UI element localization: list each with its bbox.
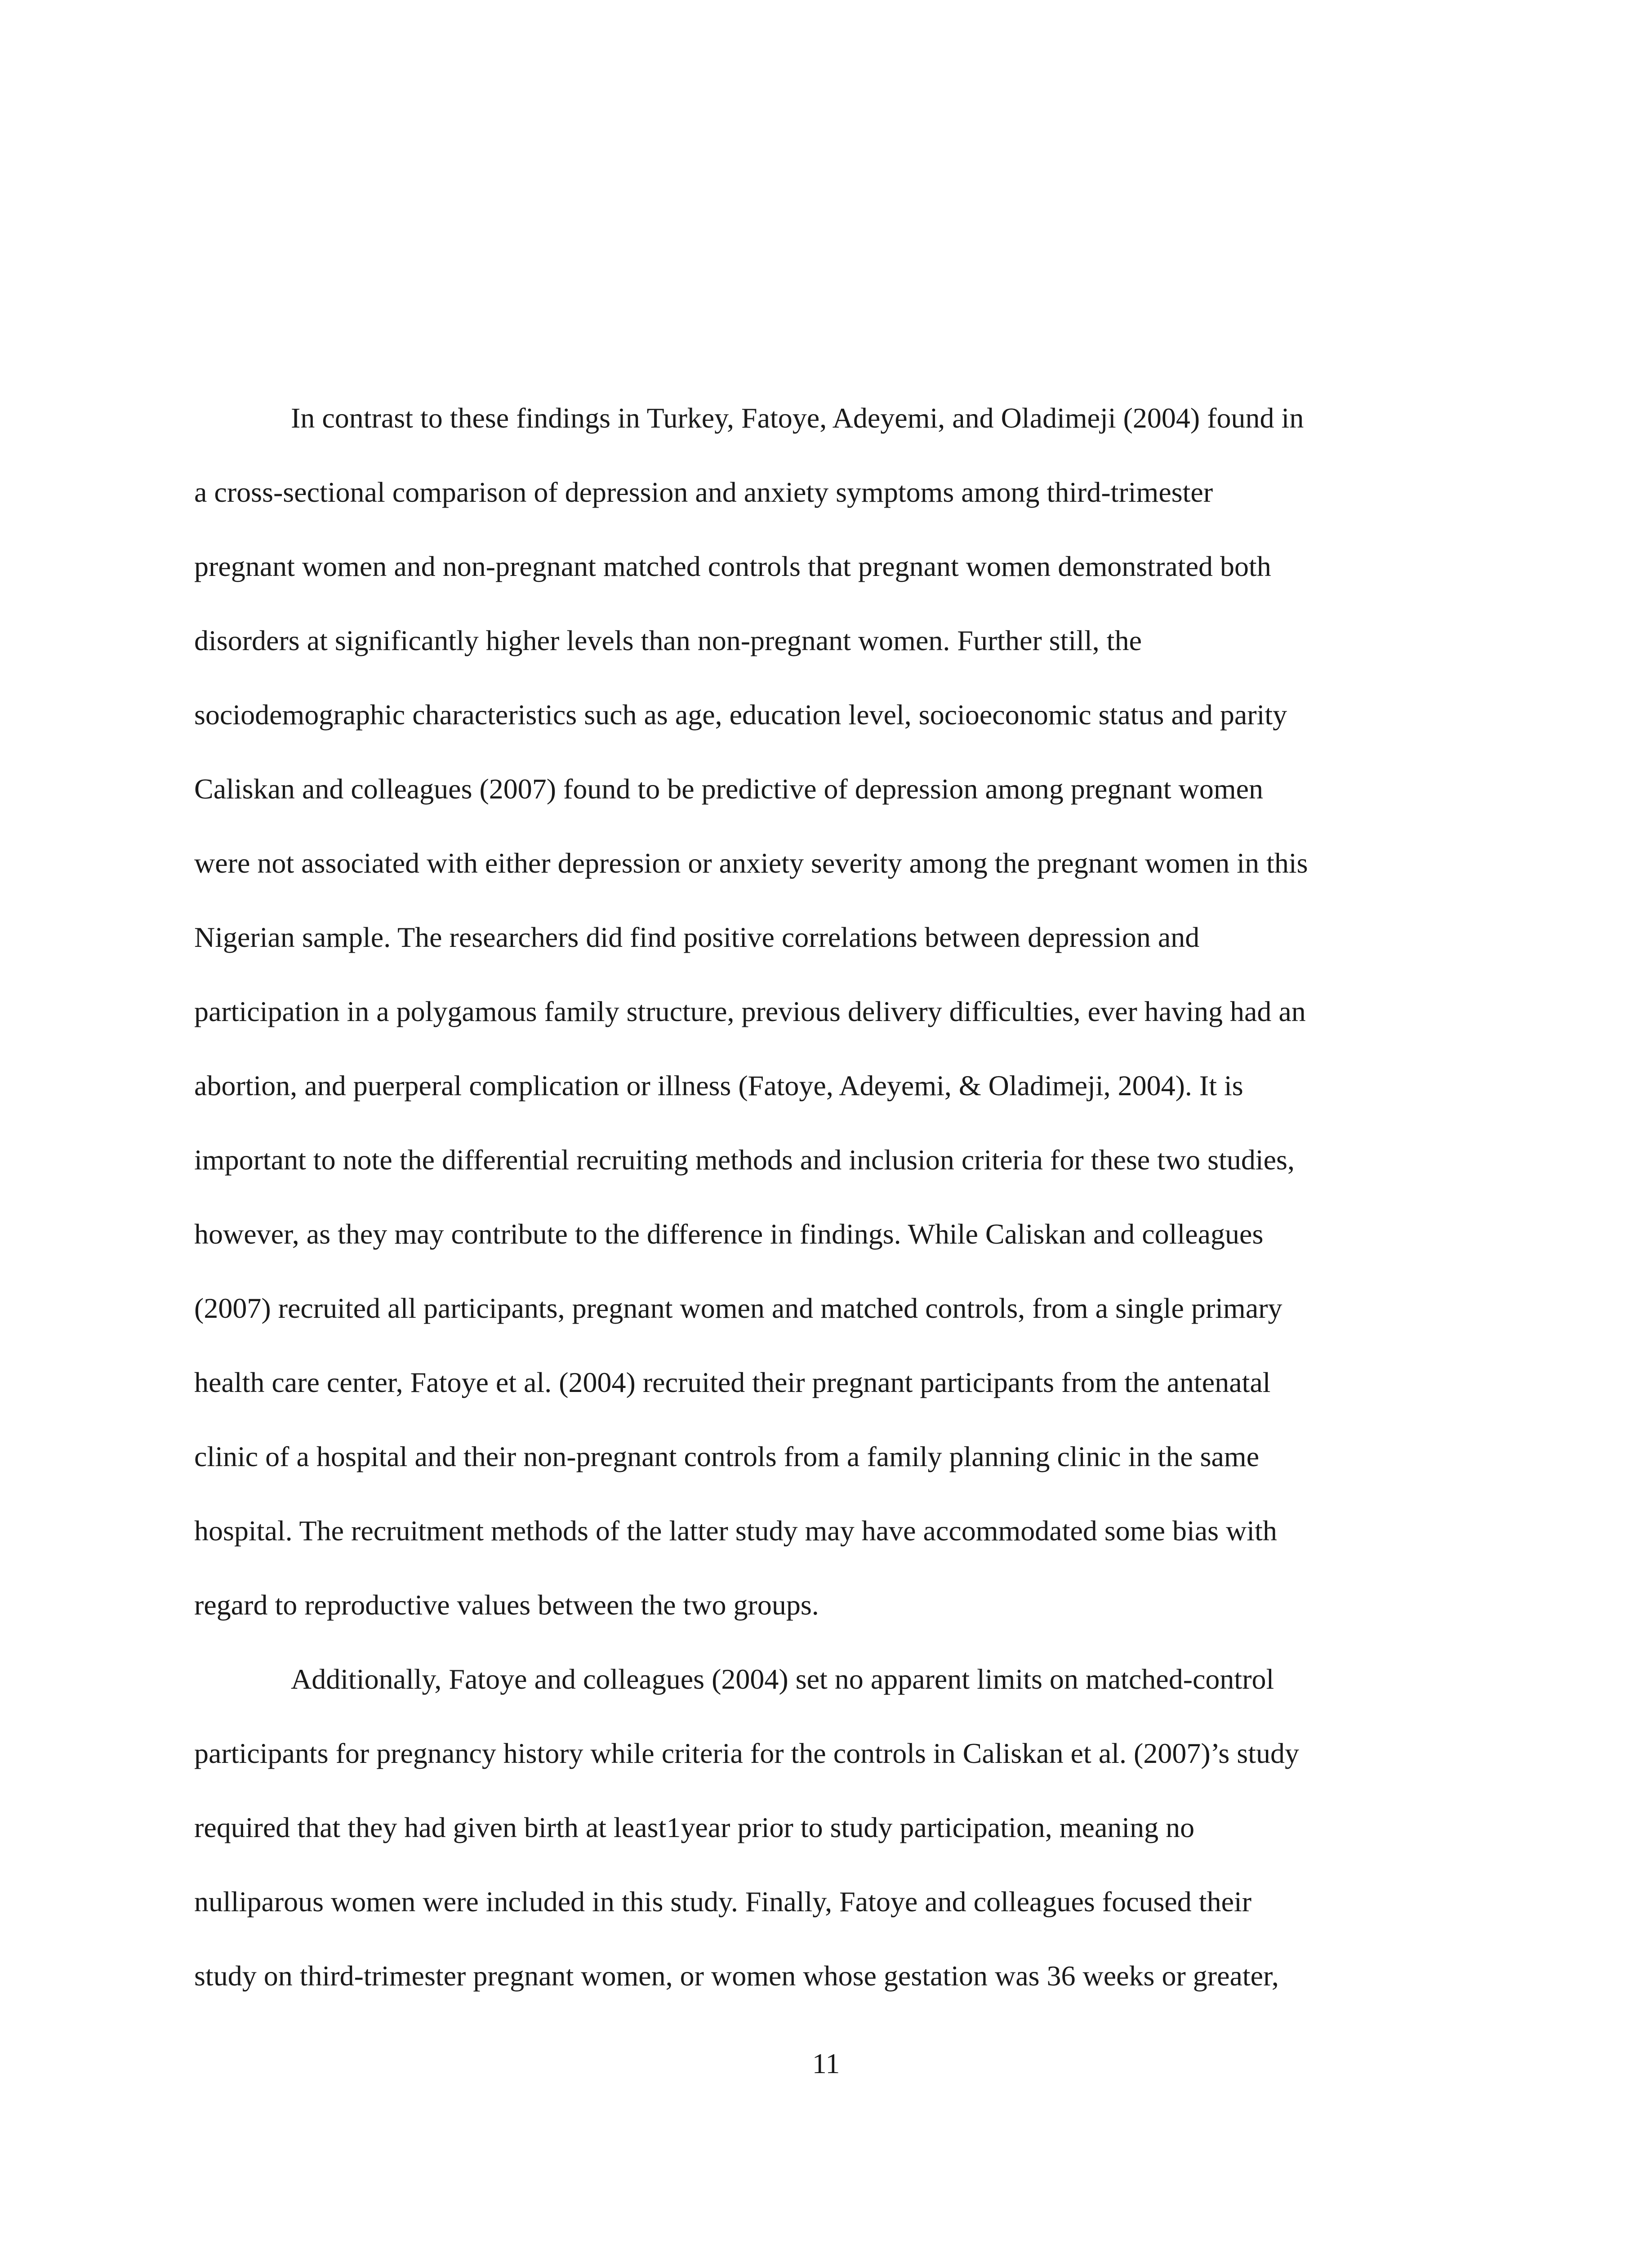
paragraph-line: Nigerian sample. The researchers did find positive correlations between depression and [194,921,1200,953]
paragraph-line: however, as they may contribute to the difference in findings. While Caliskan and colleagues [194,1218,1264,1250]
paragraph-line: important to note the differential recruiting methods and inclusion criteria for these two studies, [194,1144,1295,1176]
paragraph-line: a cross-sectional comparison of depression and anxiety symptoms among third-trimester [194,476,1213,508]
paragraph-line: sociodemographic characteristics such as age, education level, socioeconomic status and parity [194,699,1287,731]
paragraph-line: health care center, Fatoye et al. (2004) recruited their pregnant participants from the antenatal [194,1366,1271,1398]
paragraph-line: pregnant women and non-pregnant matched controls that pregnant women demonstrated both [194,550,1271,582]
paragraph-line: Additionally, Fatoye and colleagues (2004) set no apparent limits on matched-control [291,1663,1274,1695]
paragraph-line: clinic of a hospital and their non-pregnant controls from a family planning clinic in the same [194,1441,1260,1472]
paragraph-line: nulliparous women were included in this study. Finally, Fatoye and colleagues focused their [194,1886,1252,1918]
paragraph-line: required that they had given birth at least1year prior to study participation, meaning no [194,1811,1195,1843]
paragraph-line: In contrast to these findings in Turkey, Fatoye, Adeyemi, and Oladimeji (2004) found in [291,402,1304,434]
paragraph-line: participation in a polygamous family structure, previous delivery difficulties, ever having had an [194,995,1306,1027]
paragraph-line: regard to reproductive values between the two groups. [194,1589,819,1621]
page-number: 11 [812,2047,840,2079]
paragraph-line: participants for pregnancy history while criteria for the controls in Caliskan et al. (2007)’s study [194,1737,1299,1769]
paragraph-line: (2007) recruited all participants, pregnant women and matched controls, from a single primary [194,1292,1282,1324]
paragraph-line: Caliskan and colleagues (2007) found to be predictive of depression among pregnant women [194,773,1263,805]
paragraph-line: hospital. The recruitment methods of the latter study may have accommodated some bias with [194,1515,1277,1547]
paragraph-line: were not associated with either depression or anxiety severity among the pregnant women in this [194,847,1308,879]
paragraph-line: disorders at significantly higher levels than non-pregnant women. Further still, the [194,624,1142,656]
paragraph-line: abortion, and puerperal complication or illness (Fatoye, Adeyemi, & Oladimeji, 2004). It is [194,1070,1243,1102]
paragraph-line: study on third-trimester pregnant women, or women whose gestation was 36 weeks or greater, [194,1960,1279,1992]
